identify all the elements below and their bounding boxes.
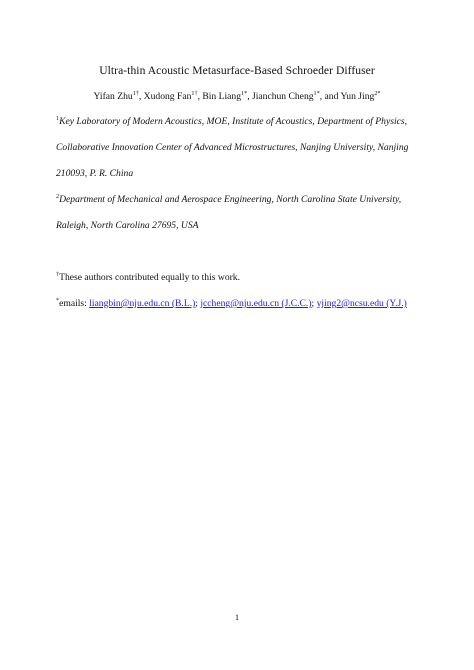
author-name: Yun Jing	[340, 91, 375, 102]
author-mark: 2*	[374, 90, 381, 97]
paper-title: Ultra-thin Acoustic Metasurface-Based Schroeder Diffuser	[99, 64, 375, 77]
equal-contribution-note	[56, 272, 240, 283]
author-mark: 1†	[132, 90, 139, 97]
email-separator: ;	[311, 298, 317, 309]
affiliation-2-line-1	[56, 194, 436, 205]
email-label: emails:	[59, 298, 90, 309]
page-number: 1	[234, 612, 240, 622]
note-text: These authors contributed equally to this work.	[59, 272, 241, 283]
asterisk-mark: *	[56, 297, 60, 304]
author-mark: 1*	[313, 90, 320, 97]
affiliation-1-line-3: 210093, P. R. China	[56, 168, 134, 179]
author-separator: ,	[247, 91, 252, 102]
email-link[interactable]: yjing2@ncsu.edu (Y.J.)	[316, 298, 407, 309]
author-name: Xudong Fan	[143, 91, 192, 102]
author-separator: ,	[197, 91, 203, 102]
affiliation-mark: 1	[56, 115, 60, 122]
email-separator: ;	[195, 298, 201, 309]
author-name: Bin Liang	[202, 91, 241, 102]
email-link[interactable]: jccheng@nju.edu.cn (J.C.C.)	[200, 298, 312, 309]
affiliation-mark: 2	[56, 193, 60, 200]
email-link[interactable]: liangbin@nju.edu.cn (B.L.)	[89, 298, 196, 309]
affiliation-1-line-1	[56, 116, 436, 127]
affiliation-2-line-2: Raleigh, North Carolina 27695, USA	[56, 220, 199, 231]
author-list	[0, 91, 474, 102]
affiliation-text: Key Laboratory of Modern Acoustics, MOE, Institute of Acoustics, Department of Physics,	[59, 116, 408, 127]
author-separator: , and	[319, 91, 341, 102]
author-name: Jianchun Cheng	[251, 91, 314, 102]
author-mark: 1†	[191, 90, 198, 97]
email-note	[56, 298, 407, 309]
dagger-mark: †	[56, 271, 60, 278]
author-separator: ,	[138, 91, 144, 102]
affiliation-1-line-2: Collaborative Innovation Center of Advanced Microstructures, Nanjing University, Nanjing	[56, 142, 409, 153]
author-mark: 1*	[241, 90, 248, 97]
author-name: Yifan Zhu	[93, 91, 133, 102]
affiliation-text: Department of Mechanical and Aerospace Engineering, North Carolina State University,	[59, 194, 402, 205]
